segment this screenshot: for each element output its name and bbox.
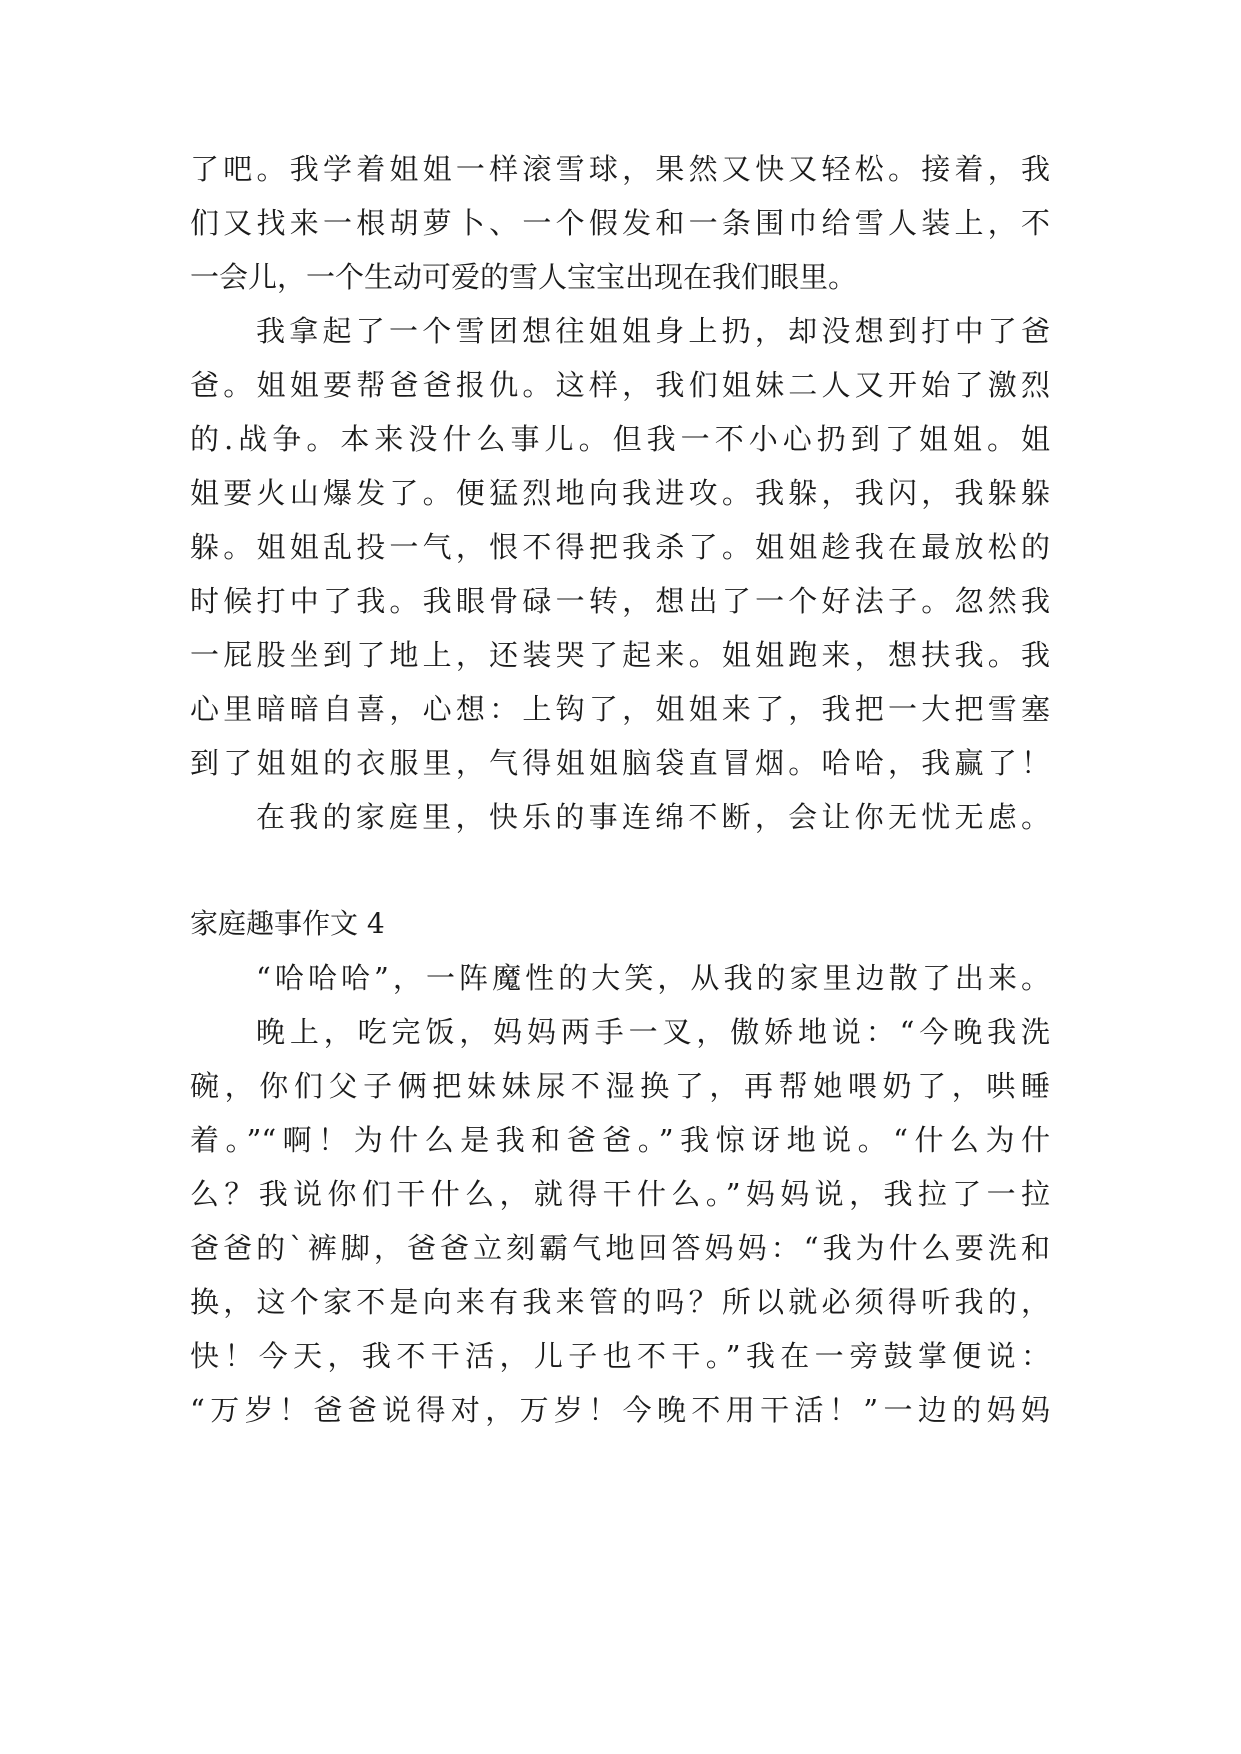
text-line: 到了姐姐的衣服里，气得姐姐脑袋直冒烟。哈哈，我赢了！ bbox=[190, 746, 1050, 780]
section-heading: 家庭趣事作文 4 bbox=[190, 907, 385, 940]
text-line: 着。”“啊！为什么是我和爸爸。”我惊讶地说。“什么为什 bbox=[190, 1123, 1050, 1157]
text-line: 换，这个家不是向来有我来管的吗？所以就必须得听我的， bbox=[190, 1285, 1050, 1319]
text-line: 我拿起了一个雪团想往姐姐身上扔，却没想到打中了爸 bbox=[256, 314, 1050, 348]
text-line: 晚上，吃完饭，妈妈两手一叉，傲娇地说：“今晚我洗 bbox=[256, 1015, 1050, 1049]
text-line: 姐要火山爆发了。便猛烈地向我进攻。我躲，我闪，我躲躲 bbox=[190, 476, 1050, 510]
text-line: 碗，你们父子俩把妹妹尿不湿换了，再帮她喂奶了，哄睡 bbox=[190, 1069, 1050, 1103]
text-line: 快！今天，我不干活，儿子也不干。”我在一旁鼓掌便说： bbox=[190, 1339, 1050, 1373]
text-line: 爸爸的`裤脚，爸爸立刻霸气地回答妈妈：“我为什么要洗和 bbox=[190, 1231, 1050, 1265]
text-line: 一屁股坐到了地上，还装哭了起来。姐姐跑来，想扶我。我 bbox=[190, 638, 1050, 672]
text-line: 么？我说你们干什么，就得干什么。”妈妈说，我拉了一拉 bbox=[190, 1177, 1050, 1211]
text-line: 心里暗暗自喜，心想：上钩了，姐姐来了，我把一大把雪塞 bbox=[190, 692, 1050, 726]
text-line: 躲。姐姐乱投一气，恨不得把我杀了。姐姐趁我在最放松的 bbox=[190, 530, 1050, 564]
text-line: 的.战争。本来没什么事儿。但我一不小心扔到了姐姐。姐 bbox=[190, 422, 1050, 456]
text-line: 在我的家庭里，快乐的事连绵不断，会让你无忧无虑。 bbox=[256, 800, 1050, 834]
text-line: “万岁！爸爸说得对，万岁！今晚不用干活！”一边的妈妈 bbox=[190, 1393, 1050, 1427]
text-line: 一会儿，一个生动可爱的雪人宝宝出现在我们眼里。 bbox=[190, 260, 858, 294]
text-line: “哈哈哈”，一阵魔性的大笑，从我的家里边散了出来。 bbox=[256, 961, 1050, 995]
text-line: 们又找来一根胡萝卜、一个假发和一条围巾给雪人装上，不 bbox=[190, 206, 1050, 240]
text-line: 时候打中了我。我眼骨碌一转，想出了一个好法子。忽然我 bbox=[190, 584, 1050, 618]
text-line: 了吧。我学着姐姐一样滚雪球，果然又快又轻松。接着，我 bbox=[190, 152, 1050, 186]
text-line: 爸。姐姐要帮爸爸报仇。这样，我们姐妹二人又开始了激烈 bbox=[190, 368, 1050, 402]
